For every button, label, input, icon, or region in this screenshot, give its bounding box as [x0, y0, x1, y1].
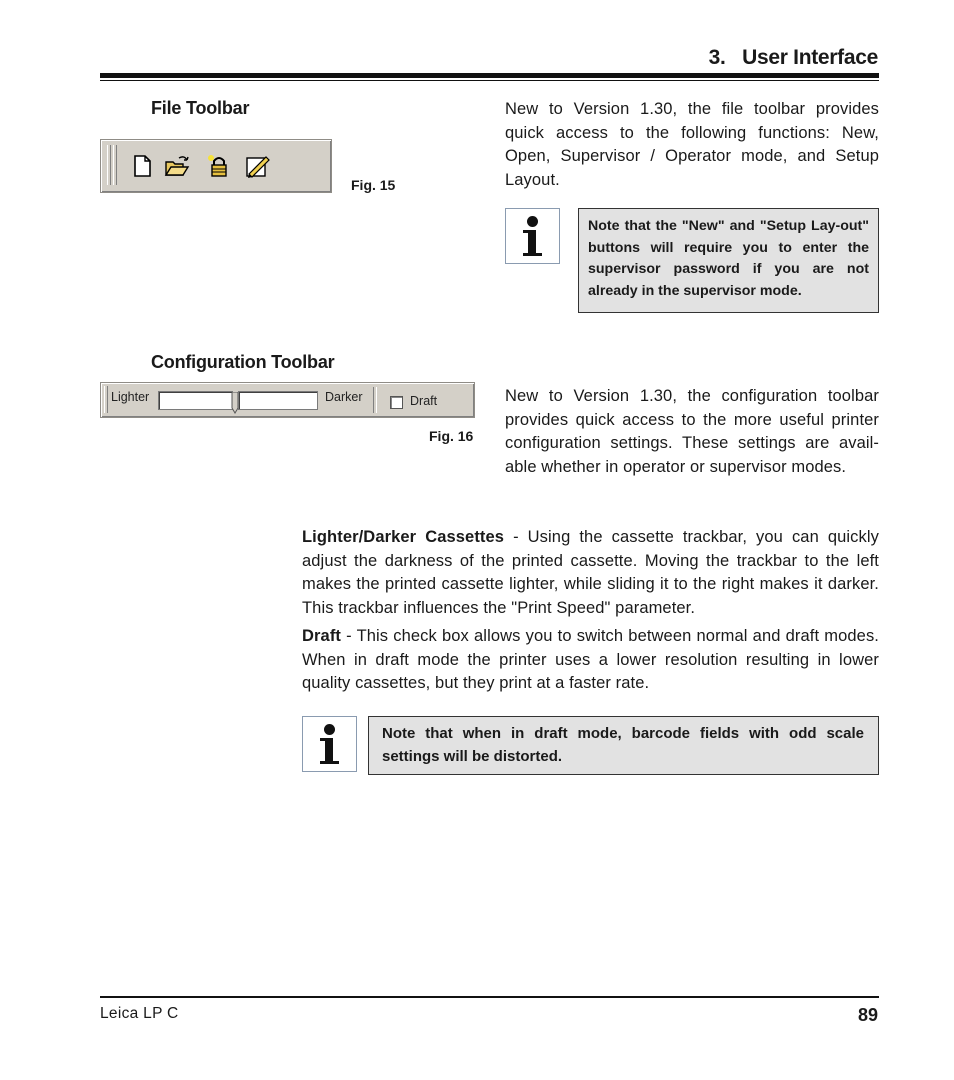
setup-layout-icon [244, 154, 270, 178]
config-toolbar-heading: Configuration Toolbar [151, 352, 335, 372]
header-rule [100, 73, 879, 78]
toolbar-grip [107, 145, 111, 185]
footer-rule [100, 996, 879, 998]
toolbar-separator [373, 387, 377, 413]
lighter-darker-term: Lighter/Darker Cassettes [302, 528, 505, 546]
draft-term: Draft [302, 627, 342, 645]
info-icon [302, 716, 357, 772]
header-rule-thin [100, 80, 879, 81]
file-toolbar-description: New to Version 1.30, the file toolbar provides quick access to the following functions: New, Open, Supervisor / Operator mode, and Setup Layout. [505, 100, 879, 189]
fig-16-label: Fig. 16 [429, 428, 474, 444]
page-number: 89 [857, 1005, 878, 1025]
draft-label: Draft [410, 394, 438, 408]
file-toolbar-image [100, 139, 332, 193]
note-box-supervisor: Note that the "New" and "Setup Lay-out" buttons will require you to enter the supervisor password if you are not already in the supervisor mode. [578, 208, 879, 313]
file-toolbar-heading: File Toolbar [151, 98, 250, 118]
lighter-label: Lighter [111, 390, 150, 404]
darker-label: Darker [325, 390, 363, 404]
trackbar-left [158, 391, 233, 410]
trackbar-right [238, 391, 318, 410]
footer-product-name: Leica LP C [100, 1005, 179, 1022]
draft-checkbox [390, 396, 403, 409]
toolbar-grip [104, 386, 108, 413]
config-toolbar-image [100, 382, 475, 418]
lighter-darker-text: - Using the cassette trackbar, you can quickly adjust the darkness of the printed cassette. Moving the trackbar to the left makes the printed cassette lighter, while sliding it to the right makes it darker. This trackbar influences the "Print Speed" parameter. [302, 528, 880, 617]
fig-15-label: Fig. 15 [351, 177, 396, 193]
config-toolbar-description: New to Version 1.30, the configuration toolbar provides quick access to the more useful printer configuration settings. These settings are avail-able whether in operator or supervisor modes. [505, 387, 879, 476]
draft-paragraph [302, 625, 879, 696]
info-icon [505, 208, 560, 264]
supervisor-lock-icon [206, 154, 232, 178]
open-folder-icon [164, 154, 190, 178]
draft-text: - This check box allows you to switch between normal and draft modes. When in draft mode the printer uses a lower resolution resulting in lower quality cassettes, but they print at a faster rate. [302, 627, 879, 692]
lighter-darker-paragraph [302, 526, 879, 620]
new-document-icon [129, 154, 155, 178]
section-header: 3. User Interface [708, 46, 878, 69]
note-box-draft: Note that when in draft mode, barcode fields with odd scale settings will be distorted. [368, 716, 879, 775]
toolbar-grip [113, 145, 117, 185]
